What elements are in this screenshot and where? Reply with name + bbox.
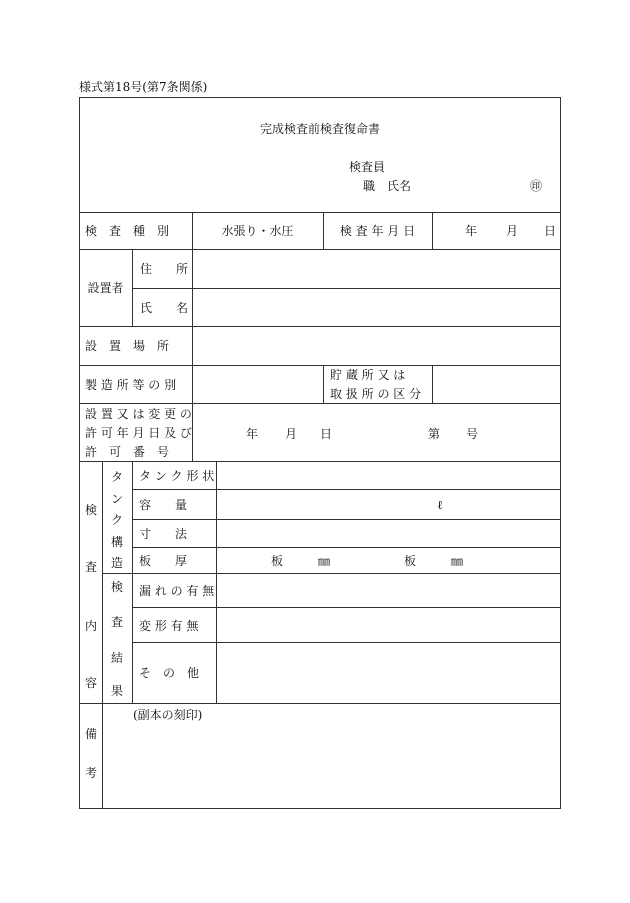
inspector-label: 検査員 [349,160,386,174]
col-divider [432,212,433,249]
storage-label-line2: 取 扱 所 の 区 分 [330,387,422,401]
col-divider [216,461,217,703]
installer-label: 設置者 [87,281,124,295]
row-divider [79,703,561,704]
row-divider [79,326,561,327]
inspection-date-label: 検 査 年 月 日 [339,224,416,238]
inspection-type-value: 水張り・水圧 [221,224,294,238]
result-char: 査 [111,615,124,629]
row-divider [132,642,561,643]
permit-label-line3: 許 可 番 号 [85,445,170,459]
result-char: 検 [111,580,124,594]
inspection-month: 月 [506,224,519,238]
permit-year: 年 [246,427,259,441]
row-divider [132,288,561,289]
content-char: 査 [85,560,98,574]
mm-unit-2: ㎜ [451,554,464,568]
tank-shape-label: タ ン ク 形 状 [139,469,215,483]
row-divider [79,249,561,250]
row-divider [132,489,561,490]
permit-day: 日 [320,427,333,441]
content-char: 検 [85,503,98,517]
row-divider [79,212,561,213]
plate-label-1: 板 [271,554,284,568]
col-divider [192,212,193,461]
tank-structure-char: 造 [111,556,124,570]
seal-mark: ㊞ [530,179,543,193]
other-label: そ の 他 [139,666,200,680]
permit-label-line1: 設 置 又 は 変 更 の [85,407,192,421]
copy-stamp-note: (副本の刻印) [133,708,203,722]
content-char: 容 [85,676,98,690]
mm-unit-1: ㎜ [318,554,331,568]
tank-structure-char: タ [111,470,124,484]
row-divider [132,519,561,520]
row-divider [132,547,561,548]
row-divider [79,403,561,404]
col-divider [323,365,324,403]
storage-label-line1: 貯 蔵 所 又 は [330,368,406,382]
install-location-label: 設 置 場 所 [85,339,170,353]
permit-dai: 第 [428,427,441,441]
row-divider [79,365,561,366]
col-divider [432,365,433,403]
installer-address-label: 住 所 [140,262,189,276]
dimensions-label: 寸 法 [139,527,188,541]
remarks-char: 備 [85,727,98,741]
inspection-year: 年 [465,224,478,238]
col-divider [132,249,133,326]
inspection-type-label: 検 査 種 別 [85,224,170,238]
permit-go: 号 [466,427,479,441]
remarks-char: 考 [85,766,98,780]
tank-structure-char: 構 [111,535,124,549]
row-divider [132,607,561,608]
deformation-label: 変 形 有 無 [139,619,199,633]
plate-thickness-label: 板 厚 [139,554,188,568]
row-divider [79,461,561,462]
capacity-unit: ℓ [437,498,443,512]
installer-name-label: 氏 名 [140,301,189,315]
tank-structure-char: ク [111,513,124,527]
inspection-day: 日 [544,224,557,238]
result-char: 果 [111,684,124,698]
leak-label: 漏 れ の 有 無 [139,584,215,598]
job-name-label: 職 氏名 [363,179,412,193]
content-char: 内 [85,619,98,633]
result-char: 結 [111,651,124,665]
col-divider [102,461,103,809]
form-title: 完成検査前検査復命書 [259,122,380,136]
plate-label-2: 板 [404,554,417,568]
col-divider [132,461,133,703]
facility-type-label: 製 造 所 等 の 別 [85,378,177,392]
permit-month: 月 [285,427,298,441]
row-divider [102,573,561,574]
form-number: 様式第18号(第7条関係) [79,80,208,94]
capacity-label: 容 量 [139,498,188,512]
permit-label-line2: 許 可 年 月 日 及 び [85,426,192,440]
tank-structure-char: ン [111,492,124,506]
